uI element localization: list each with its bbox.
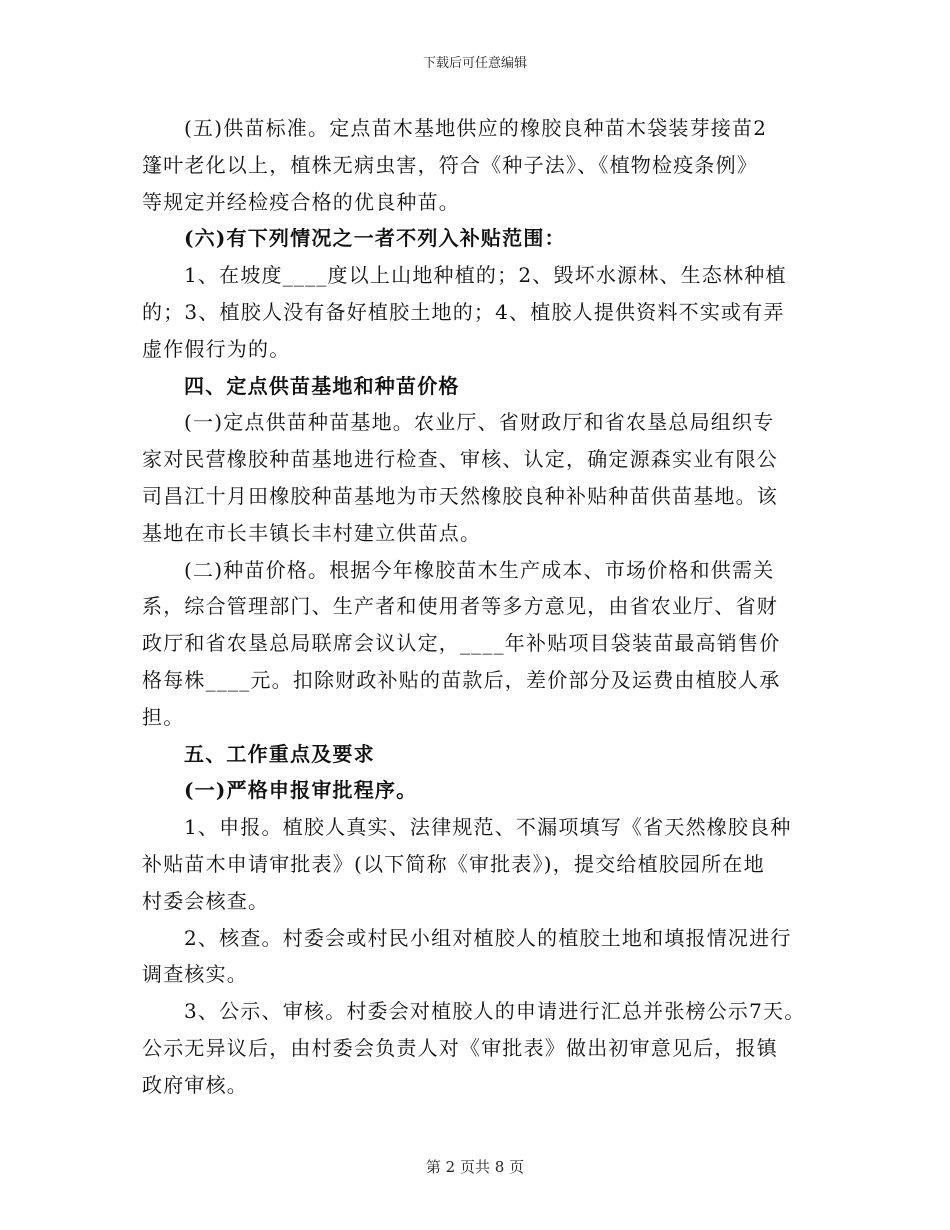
paragraph-line: 篷叶老化以上，植株无病虫害，符合《种子法》、《植物检疫条例》	[142, 152, 758, 177]
paragraph-line: 担。	[142, 704, 185, 729]
page-header: 下载后可任意编辑	[422, 56, 527, 71]
paragraph-line: 调查核实。	[142, 962, 248, 987]
document-body	[142, 110, 822, 1104]
section-heading: (一)严格申报审批程序。	[184, 778, 418, 803]
paragraph-line: 补贴苗木申请审批表》(以下简称《审批表》)，提交给植胶园所在地	[142, 851, 765, 876]
section-heading: 四、定点供苗基地和种苗价格	[184, 373, 460, 398]
paragraph-line: (二)种苗价格。根据今年橡胶苗木生产成本、市场价格和供需关	[184, 557, 775, 582]
paragraph-line: 虚作假行为的。	[142, 336, 291, 361]
paragraph-line: 等规定并经检疫合格的优良种苗。	[142, 189, 460, 214]
section-heading: (六)有下列情况之一者不列入补贴范围：	[184, 226, 566, 251]
page-footer: 第 2 页共 8 页	[425, 1158, 525, 1176]
paragraph-line: 村委会核查。	[142, 888, 270, 913]
paragraph-line: 1、在坡度____度以上山地种植的；2、毁坏水源林、生态林种植	[184, 263, 787, 288]
paragraph-line: 基地在市长丰镇长丰村建立供苗点。	[142, 520, 482, 545]
paragraph-line: 2、核查。村委会或村民小组对植胶人的植胶土地和填报情况进行	[184, 925, 792, 950]
paragraph-line: 格每株____元。扣除财政补贴的苗款后，差价部分及运费由植胶人承	[142, 667, 781, 692]
paragraph-line: 的；3、植胶人没有备好植胶土地的；4、植胶人提供资料不实或有弄	[142, 299, 785, 324]
paragraph-line: 政府审核。	[142, 1072, 248, 1097]
section-heading: 五、工作重点及要求	[184, 741, 375, 766]
paragraph-line: 3、公示、审核。村委会对植胶人的申请进行汇总并张榜公示7天。	[184, 999, 806, 1024]
paragraph-line: 1、申报。植胶人真实、法律规范、不漏项填写《省天然橡胶良种	[184, 815, 792, 840]
paragraph-line: 司昌江十月田橡胶种苗基地为市天然橡胶良种补贴种苗供苗基地。该	[142, 483, 778, 508]
paragraph-line: (五)供苗标准。定点苗木基地供应的橡胶良种苗木袋装芽接苗2	[184, 116, 768, 140]
paragraph-line: (一)定点供苗种苗基地。农业厅、省财政厅和省农垦总局组织专	[184, 410, 775, 435]
paragraph-line: 政厅和省农垦总局联席会议认定，____年补贴项目袋装苗最高销售价	[142, 631, 781, 656]
paragraph-line: 公示无异议后，由村委会负责人对《审批表》做出初审意见后，报镇	[142, 1035, 778, 1060]
paragraph-line: 系，综合管理部门、生产者和使用者等多方意见，由省农业厅、省财	[142, 594, 778, 619]
paragraph-line: 家对民营橡胶种苗基地进行检查、审核、认定，确定源森实业有限公	[142, 447, 778, 472]
